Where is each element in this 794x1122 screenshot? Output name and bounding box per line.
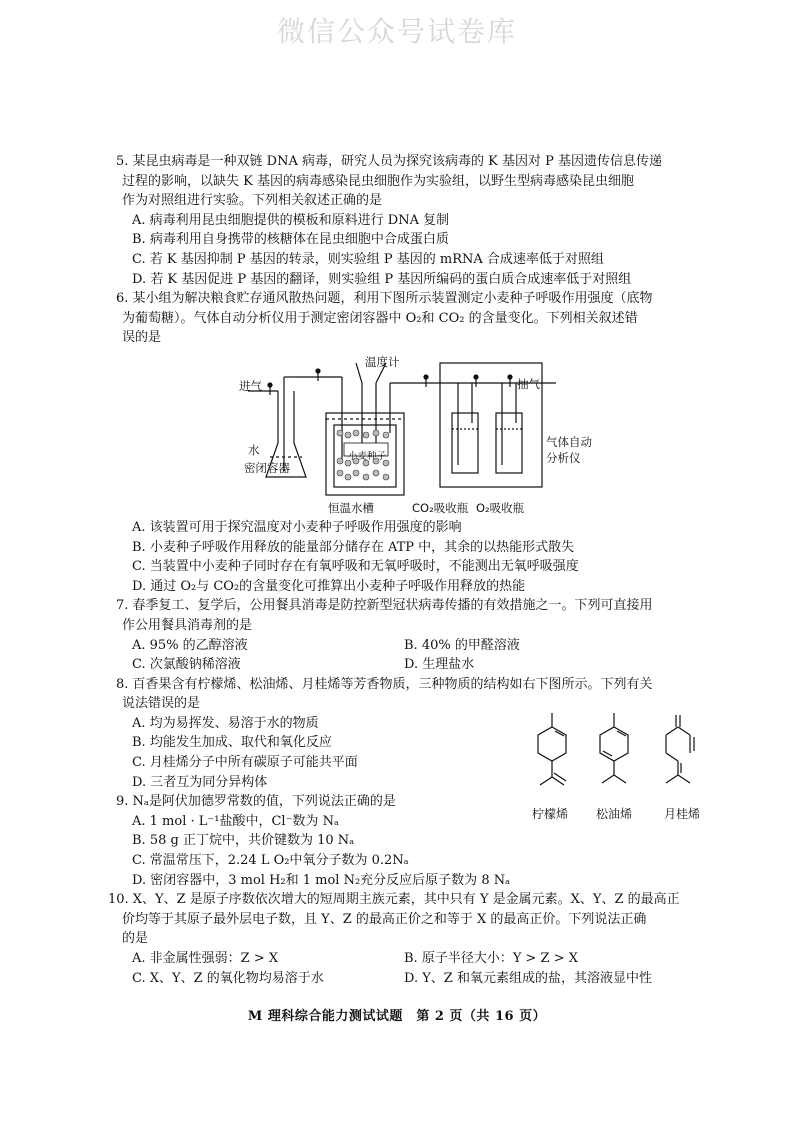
analyzer-label-line-2: 分析仪: [546, 450, 581, 465]
analyzer-label-line-1: 气体自动: [546, 434, 592, 449]
watermark: 微信公众号试卷库: [276, 15, 517, 48]
question-10-option-b: B. 原子半径大小：Y > Z > X: [404, 951, 579, 966]
question-9-option-b: B. 58 g 正丁烷中，共价键数为 10 Nₐ: [132, 833, 355, 849]
question-8-option-a: A. 均为易挥发、易溶于水的物质: [132, 715, 319, 731]
question-10-option-a: A. 非金属性强弱：Z > X: [132, 951, 279, 966]
question-9-option-d: D. 密闭容器中，3 mol H₂和 1 mol N₂充分反应后原子数为 8 Nₐ: [132, 872, 511, 888]
question-7-option-b: B. 40% 的甲醛溶液: [404, 637, 520, 653]
question-5-option-c: C. 若 K 基因抑制 P 基因的转录，则实验组 P 基因的 mRNA 合成速率低于对照组: [132, 251, 604, 267]
question-7-stem-line-2: 作公用餐具消毒剂的是: [122, 617, 253, 633]
question-6-option-b: B. 小麦种子呼吸作用释放的能量部分储存在 ATP 中，其余的以热能形式散失: [132, 539, 575, 555]
question-5-option-a: A. 病毒利用昆虫细胞提供的模板和原料进行 DNA 复制: [132, 212, 450, 228]
question-8-stem-line-2: 说法错误的是: [122, 696, 201, 712]
question-8-option-c: C. 月桂烯分子中所有碳原子可能共平面: [132, 755, 358, 771]
inlet-label: 进气: [239, 378, 262, 393]
page-footer: M 理科综合能力测试试题 第 2 页（共 16 页）: [247, 1009, 547, 1024]
question-10-options-row-1: [116, 949, 686, 969]
question-6-stem-line-2: 为葡萄糖）。气体自动分析仪用于测定密闭容器中 O₂和 CO₂ 的含量变化。下列相关叙述错: [122, 310, 638, 326]
question-10-stem-line-3: 的是: [122, 931, 149, 947]
question-8-stem-line-1: 8. 百香果含有柠檬烯、松油烯、月桂烯等芳香物质，三种物质的结构如右下图所示。下列有关: [116, 676, 653, 692]
question-5-stem-line-1: 5. 某昆虫病毒是一种双链 DNA 病毒，研究人员为探究该病毒的 K 基因对 P 基因遗传信息传递: [116, 154, 662, 169]
question-6-stem-line-1: 6. 某小组为解决粮食贮存通风散热问题，利用下图所示装置测定小麦种子呼吸作用强度（底物: [116, 291, 653, 307]
question-6-option-a: A. 该装置可用于探究温度对小麦种子呼吸作用强度的影响: [132, 519, 462, 535]
question-9-option-c: C. 常温常压下，2.24 L O₂中氧分子数为 0.2Nₐ: [132, 853, 409, 869]
question-7-option-d: D. 生理盐水: [404, 657, 475, 673]
question-9-option-a: A. 1 mol · L⁻¹盐酸中，Cl⁻数为 Nₐ: [132, 813, 339, 829]
question-10: [108, 890, 686, 988]
terpene-structures-figure: [526, 713, 716, 823]
terpene-structures: [526, 713, 716, 805]
question-10-stem-line-2: 价均等于其原子最外层电子数，且 Y、Z 的最高正价之和等于 X 的最高正价。下列说法正确: [122, 911, 647, 927]
question-7-options-row-1: [116, 636, 686, 656]
page-content: [108, 152, 701, 988]
apparatus-diagram: [226, 353, 556, 513]
question-9-stem-line-1: 9. Nₐ是阿伏加德罗常数的值，下列说法正确的是: [116, 794, 396, 810]
question-7-options-row-2: [116, 655, 686, 675]
question-5-option-d: D. 若 K 基因促进 P 基因的翻译，则实验组 P 基因所编码的蛋白质合成速率低于对照组: [132, 271, 632, 287]
water-label: 水: [248, 442, 260, 457]
o2-bottle-label: O₂吸收瓶: [476, 500, 525, 515]
question-5-stem-line-3: 作为对照组进行实验。下列相关叙述正确的是: [122, 193, 383, 209]
seeds-label: 小麦种子: [348, 450, 387, 462]
question-8-option-d: D. 三者互为同分异构体: [132, 774, 268, 790]
question-7: [116, 596, 686, 674]
question-6-option-d: D. 通过 O₂与 CO₂的含量变化可推算出小麦种子呼吸作用释放的热能: [132, 578, 526, 594]
question-5-option-b: B. 病毒利用自身携带的核糖体在昆虫细胞中合成蛋白质: [132, 232, 449, 248]
question-10-options-row-2: [116, 969, 686, 989]
myrcene-label: 月桂烯: [664, 806, 701, 821]
question-6: [116, 289, 686, 596]
sealed-container-label: 密闭容器: [244, 460, 290, 475]
question-6-option-c: C. 当装置中小麦种子同时存在有氧呼吸和无氧呼吸时，不能测出无氧呼吸强度: [132, 559, 579, 575]
water-bath-label: 恒温水槽: [328, 500, 374, 515]
question-8-option-b: B. 均能发生加成、取代和氧化反应: [132, 735, 332, 751]
question-10-option-c: C. X、Y、Z 的氧化物均易溶于水: [132, 970, 324, 986]
thermometer-label: 温度计: [365, 354, 400, 369]
question-5-stem-line-2: 过程的影响，以缺失 K 基因的病毒感染昆虫细胞作为实验组，以野生型病毒感染昆虫细胞: [122, 173, 634, 189]
co2-bottle-label: CO₂吸收瓶: [412, 500, 469, 515]
question-7-option-c: C. 次氯酸钠稀溶液: [132, 657, 241, 673]
question-7-stem-line-1: 7. 春季复工、复学后，公用餐具消毒是防控新型冠状病毒传播的有效措施之一。下列可直接用: [116, 598, 653, 614]
question-7-option-a: A. 95% 的乙醇溶液: [132, 637, 248, 653]
question-6-stem-line-3: 误的是: [122, 330, 162, 346]
question-10-option-d: D. Y、Z 和氧元素组成的盐，其溶液显中性: [404, 970, 652, 986]
limonene-label: 柠檬烯: [532, 806, 569, 821]
respiration-apparatus-figure: [116, 353, 686, 516]
outlet-label: 抽气: [517, 376, 540, 391]
question-10-stem-line-1: 10. X、Y、Z 是原子序数依次增大的短周期主族元素，其中只有 Y 是金属元素。X、Y、Z 的最高正: [108, 892, 680, 908]
question-5: [116, 152, 686, 289]
terpinene-label: 松油烯: [596, 806, 633, 821]
